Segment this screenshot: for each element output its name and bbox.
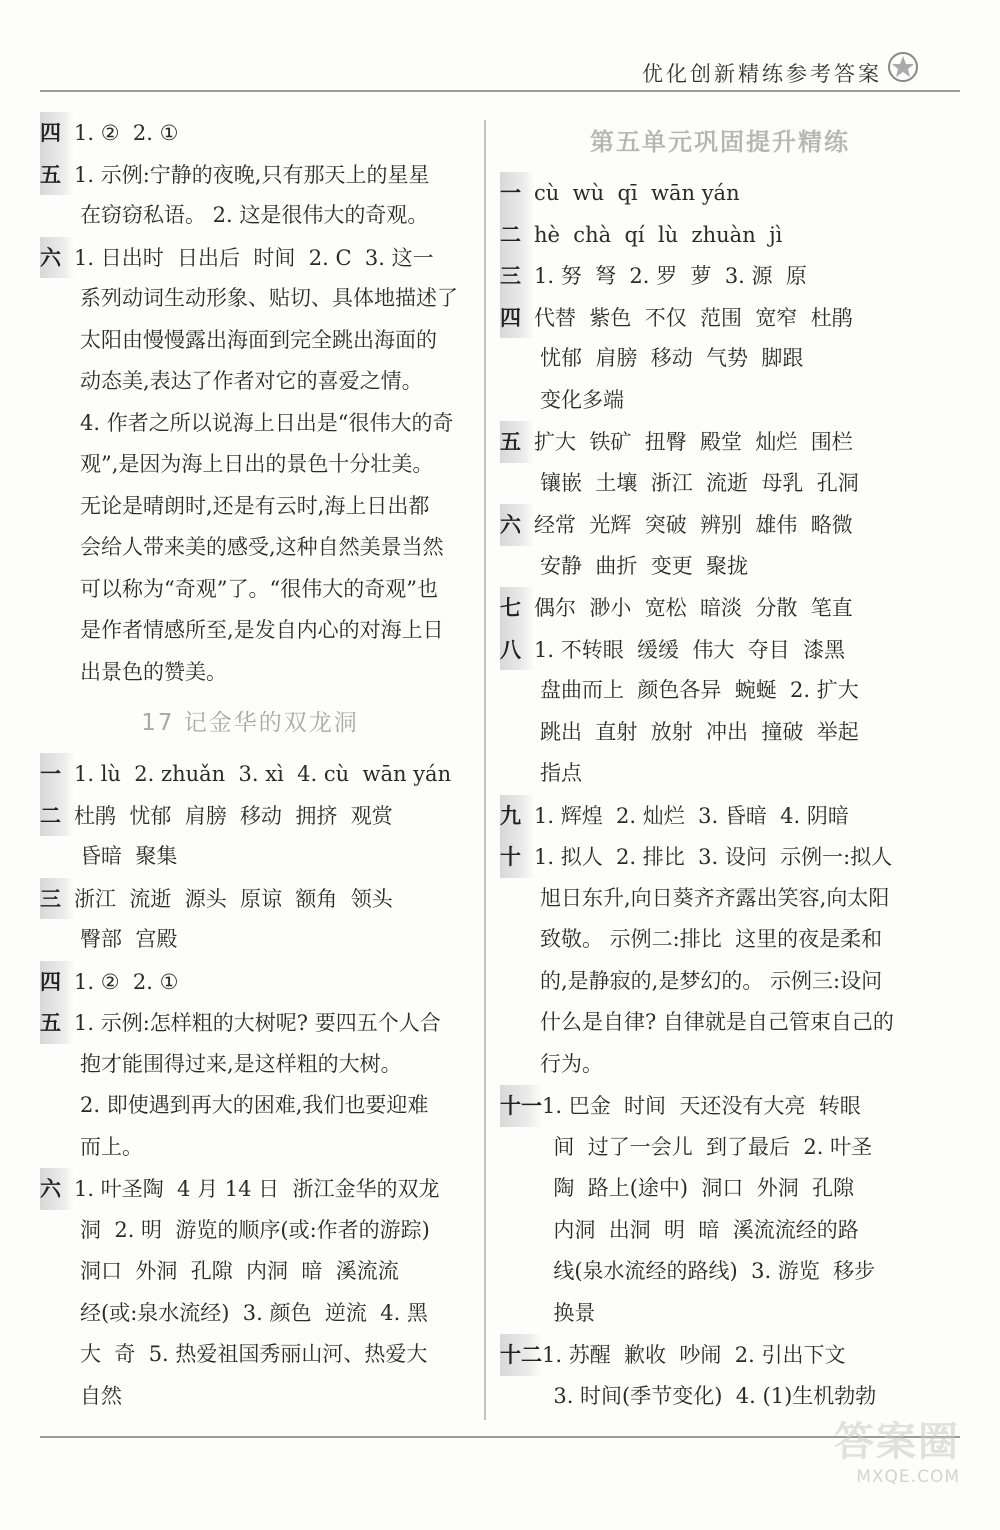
answer-text: 代替 紫色 不仅 范围 宽窄 杜鹃: [534, 305, 853, 330]
answer-text: 1. 努 弩 2. 罗 萝 3. 源 原: [534, 264, 807, 288]
answer-text: 指点: [540, 761, 582, 785]
question-marker: 四: [40, 961, 74, 1003]
answer-line: [500, 1002, 940, 1044]
question-marker: 一: [500, 172, 534, 214]
right-column: [500, 112, 940, 1417]
section-title: 第五单元巩固提升精练: [590, 128, 850, 156]
answer-line: [500, 919, 940, 961]
answer-text: 1. 日出时 日出后 时间 2. C 3. 这一: [74, 245, 434, 270]
answer-text: 太阳由慢慢露出海面到完全跳出海面的: [80, 327, 437, 352]
question-marker: 三: [500, 255, 534, 297]
answer-line: [500, 629, 940, 671]
answer-text: 浙江 流逝 源头 原谅 额角 领头: [74, 886, 393, 911]
answer-text: 的,是静寂的,是梦幻的。 示例三:设问: [540, 968, 883, 993]
answer-line: [500, 255, 940, 297]
answer-text: 1. 示例:宁静的夜晚,只有那天上的星星: [74, 162, 430, 187]
answer-text: 2. 即使遇到再大的困难,我们也要迎难: [80, 1093, 429, 1117]
answer-text: 经常 光辉 突破 辨别 雄伟 略微: [534, 513, 853, 537]
answer-line: [500, 753, 940, 795]
answer-text: 偶尔 渺小 宽松 暗淡 分散 笔直: [534, 596, 853, 620]
answer-text: 抱才能围得过来,是这样粗的大树。: [80, 1051, 402, 1076]
answer-text: 1. 巴金 时间 天还没有大亮 转眼: [542, 1094, 861, 1118]
answer-line: [500, 1085, 940, 1127]
answer-text: 忧郁 肩膀 移动 气势 脚跟: [540, 346, 804, 370]
watermark-main: 答案圈: [834, 1419, 960, 1465]
question-marker: 五: [500, 421, 534, 463]
question-marker: 十二: [500, 1334, 542, 1376]
answer-line: [500, 172, 940, 214]
answer-text: 3. 时间(季节变化) 4. (1)生机勃勃: [540, 1383, 877, 1408]
answer-text: 臀部 宫殿: [80, 927, 178, 951]
watermark-url: MXQE.COM: [856, 1467, 960, 1487]
answer-line: [40, 1044, 460, 1086]
answer-text: 洞 2. 明 游览的顺序(或:作者的游踪): [80, 1217, 430, 1242]
answer-text: 自然: [80, 1383, 122, 1408]
answer-line: [40, 1168, 460, 1210]
question-marker: 五: [40, 154, 74, 196]
question-marker: 一: [40, 753, 74, 795]
answer-line: [40, 278, 460, 320]
answer-text: 昏暗 聚集: [80, 844, 178, 868]
question-marker: 六: [500, 504, 534, 546]
answer-line: [500, 463, 940, 505]
answer-line: [40, 486, 460, 528]
answer-text: 1. 叶圣陶 4 月 14 日 浙江金华的双龙: [74, 1177, 440, 1201]
answer-text: 1. ② 2. ①: [74, 121, 179, 145]
question-marker: 八: [500, 629, 534, 671]
answer-line: [40, 403, 460, 445]
question-marker: 四: [500, 297, 534, 339]
answer-text: 洞口 外洞 孔隙 内洞 暗 溪流流: [80, 1259, 399, 1283]
answer-line: [500, 587, 940, 629]
answer-line: [40, 836, 460, 878]
answer-text: 变化多端: [540, 387, 624, 412]
answer-line: [40, 195, 460, 237]
answer-text: 1. 示例:怎样粗的大树呢? 要四五个人合: [74, 1011, 441, 1035]
answer-line: [40, 1376, 460, 1418]
answer-line: [500, 214, 940, 256]
answer-text: 经(或:泉水流经) 3. 颜色 逆流 4. 黑: [80, 1300, 428, 1325]
answer-text: 旭日东升,向日葵齐齐露出笑容,向太阳: [540, 885, 890, 910]
answer-line: [500, 1044, 940, 1086]
answer-text: 会给人带来美的感受,这种自然美景当然: [80, 535, 444, 559]
answer-text: 换景: [540, 1300, 596, 1325]
answer-line: [40, 1127, 460, 1169]
answer-line: [500, 1210, 940, 1252]
answer-line: [40, 1293, 460, 1335]
answer-line: [40, 361, 460, 403]
question-marker: 六: [40, 237, 74, 279]
answer-text: 行为。: [540, 1051, 603, 1076]
answer-line: [40, 610, 460, 652]
answer-text: 间 过了一会儿 到了最后 2. 叶圣: [540, 1134, 873, 1159]
answer-text: 在窃窃私语。 2. 这是很伟大的奇观。: [80, 203, 429, 227]
answer-line: [500, 297, 940, 339]
answer-line: [500, 546, 940, 588]
answer-text: 动态美,表达了作者对它的喜爱之情。: [80, 369, 423, 393]
answer-text: 1. 辉煌 2. 灿烂 3. 昏暗 4. 阴暗: [534, 803, 849, 828]
answer-line: [500, 380, 940, 422]
answer-text: 观”,是因为海上日出的景色十分壮美。: [80, 452, 434, 476]
answer-line: [500, 712, 940, 754]
watermark-logo: [800, 1410, 960, 1510]
answer-text: 内洞 出洞 明 暗 溪流流经的路: [540, 1217, 859, 1242]
answer-text: 无论是晴朗时,还是有云时,海上日出都: [80, 493, 430, 518]
answer-line: [500, 878, 940, 920]
answer-line: [40, 961, 460, 1003]
answer-text: hè chà qí lù zhuàn jì: [534, 222, 783, 247]
answer-text: 出景色的赞美。: [80, 659, 227, 684]
answer-text: cù wù qī wān yán: [534, 181, 740, 205]
question-marker: 九: [500, 795, 534, 837]
answer-line: [500, 836, 940, 878]
answer-text: 是作者情感所至,是发自内心的对海上日: [80, 618, 444, 642]
answer-text: 线(泉水流经的路线) 3. 游览 移步: [540, 1259, 876, 1283]
question-marker: 二: [500, 214, 534, 256]
answer-text: 1. 不转眼 缓缓 伟大 夺目 漆黑: [534, 637, 846, 662]
answer-line: [40, 320, 460, 362]
answer-line: [500, 1127, 940, 1169]
question-marker: 三: [40, 878, 74, 920]
answer-text: 1. lù 2. zhuǎn 3. xì 4. cù wān yán: [74, 762, 452, 786]
question-marker: 五: [40, 1002, 74, 1044]
header-title: 优化创新精练参考答案: [642, 62, 882, 86]
answer-text: 陶 路上(途中) 洞口 外洞 孔隙: [540, 1176, 855, 1200]
answer-line: [40, 878, 460, 920]
answer-text: 安静 曲折 变更 聚拢: [540, 553, 749, 578]
answer-line: [500, 961, 940, 1003]
answer-text: 4. 作者之所以说海上日出是“很伟大的奇: [80, 410, 454, 435]
answer-line: [40, 112, 460, 154]
answer-line: [40, 1251, 460, 1293]
answer-text: 跳出 直射 放射 冲出 撞破 举起: [540, 719, 859, 744]
answer-text: 盘曲而上 颜色各异 蜿蜒 2. 扩大: [540, 678, 859, 702]
answer-line: [500, 504, 940, 546]
answer-line: [40, 444, 460, 486]
answer-line: [40, 527, 460, 569]
answer-line: [500, 1334, 940, 1376]
answer-text: 1. 拟人 2. 排比 3. 设问 示例一:拟人: [534, 845, 893, 869]
answer-text: 1. ② 2. ①: [74, 969, 179, 994]
answer-line: [40, 1334, 460, 1376]
answer-line: [40, 154, 460, 196]
question-marker: 十: [500, 836, 534, 878]
answer-line: [40, 795, 460, 837]
answer-text: 杜鹃 忧郁 肩膀 移动 拥挤 观赏: [74, 803, 393, 828]
answer-text: 可以称为“奇观”了。“很伟大的奇观”也: [80, 576, 438, 601]
answer-line: [500, 1168, 940, 1210]
answer-line: [500, 338, 940, 380]
column-divider: [484, 120, 486, 1420]
question-marker: 六: [40, 1168, 74, 1210]
answer-line: [40, 1002, 460, 1044]
section-title: 17 记金华的双龙洞: [141, 710, 359, 736]
answer-text: 什么是自律? 自律就是自己管束自己的: [540, 1010, 894, 1034]
question-marker: 二: [40, 795, 74, 837]
answer-line: [500, 670, 940, 712]
answer-line: [40, 1085, 460, 1127]
answer-line: [40, 569, 460, 611]
question-marker: 四: [40, 112, 74, 154]
answer-text: 扩大 铁矿 扭臀 殿堂 灿烂 围栏: [534, 430, 853, 454]
answer-text: 大 奇 5. 热爱祖国秀丽山河、热爱大: [80, 1342, 428, 1366]
answer-line: [40, 753, 460, 795]
answer-text: 1. 苏醒 歉收 吵闹 2. 引出下文: [542, 1343, 846, 1367]
answer-line: [500, 795, 940, 837]
answer-line: [40, 652, 460, 694]
answer-line: [500, 1293, 940, 1335]
left-column: [40, 112, 460, 1417]
answer-line: [500, 1251, 940, 1293]
question-marker: 十一: [500, 1085, 542, 1127]
answer-line: [40, 1210, 460, 1252]
answer-line: [500, 421, 940, 463]
answer-line: [40, 237, 460, 279]
answer-text: 致敬。 示例二:排比 这里的夜是柔和: [540, 927, 883, 951]
header-rule: [40, 90, 960, 92]
answer-text: 而上。: [80, 1134, 143, 1159]
question-marker: 七: [500, 587, 534, 629]
answer-line: [40, 919, 460, 961]
star-medal-icon: [886, 50, 920, 84]
answer-text: 系列动词生动形象、贴切、具体地描述了: [80, 286, 458, 310]
answer-text: 镶嵌 土壤 浙江 流逝 母乳 孔洞: [540, 470, 859, 495]
